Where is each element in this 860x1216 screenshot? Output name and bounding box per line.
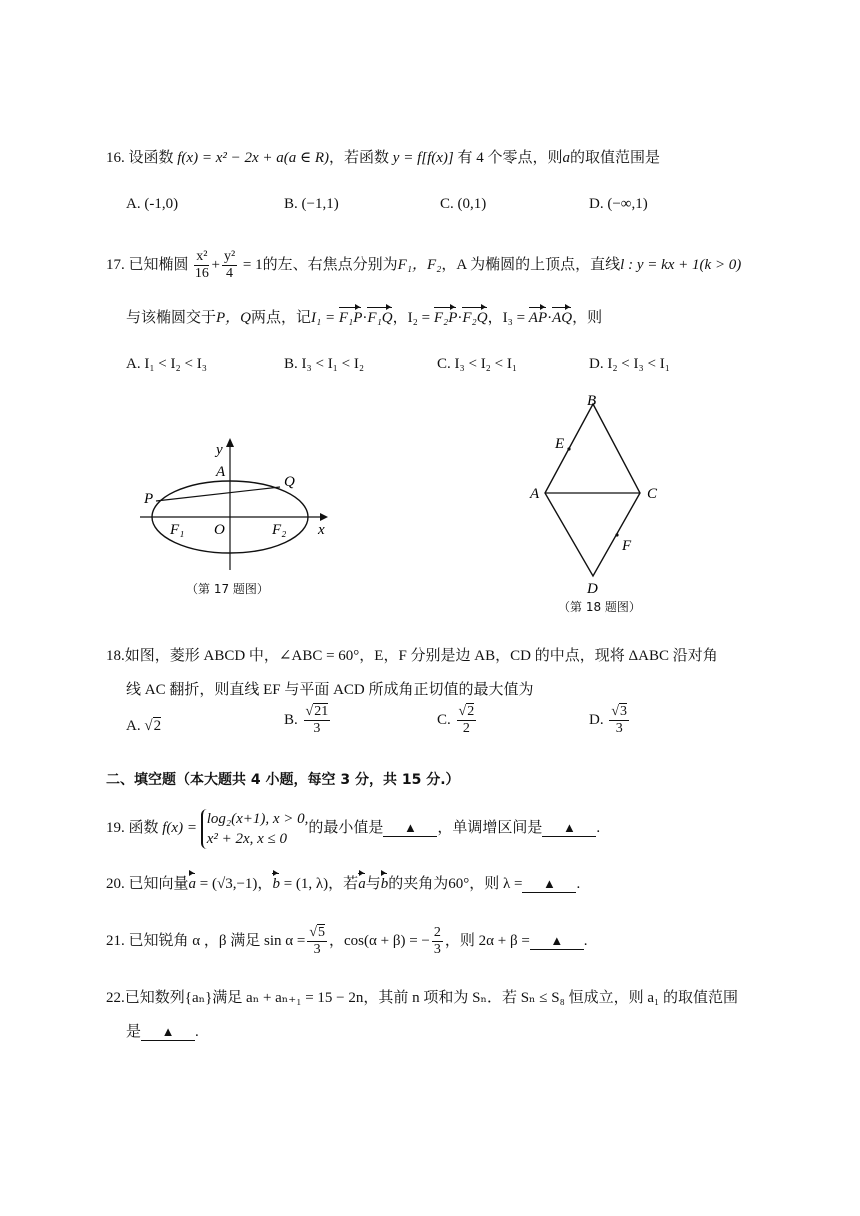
label-o: O: [214, 522, 225, 538]
fraction: $\frac{√21}{3}$: [305, 704, 329, 736]
q21-number: 21.: [106, 933, 125, 949]
q20-stem: 20. 已知向量a = (√3,−1)，b = (1, λ)，若a与b的夹角为60°，则 λ = ▲ .: [106, 876, 581, 892]
q18-option-b[interactable]: B. $\frac{√21}{3}$: [284, 704, 329, 736]
point-e: [567, 447, 570, 450]
q21-stem: 21. 已知锐角 α ，β 满足 sin α = $\frac{√5}{3}$ ，cos(α + β) = − $\frac{2}{3}$ ，则 2α + β = ▲ .: [106, 925, 588, 958]
q16-option-a[interactable]: A. (-1,0): [126, 196, 179, 212]
answer-blank[interactable]: ▲: [522, 876, 576, 893]
q22-stem-line1: 22.已知数列{aₙ}满足 aₙ + aₙ₊₁ = 15 − 2n，其前 n 项和为 Sₙ．若 Sₙ ≤ S₈ 恒成立，则 a₁ 的取值范围: [106, 990, 738, 1006]
fraction: $\frac{√3}{3}$: [611, 704, 628, 736]
q16-option-c[interactable]: C. (0,1): [440, 196, 487, 212]
label-f: F: [622, 538, 632, 554]
label-p: P: [144, 491, 154, 507]
label-a: A: [216, 464, 226, 480]
label-x: x: [318, 522, 325, 538]
label-c: C: [647, 486, 658, 502]
line-pq: [156, 487, 280, 501]
label-f2: F₂: [272, 522, 287, 538]
label-f1: F₁: [170, 522, 185, 538]
fraction: $\frac{\text{x²}}{16}$: [194, 249, 209, 282]
q18-stem-line2: 线 AC 翻折，则直线 EF 与平面 ACD 所成角正切值的最大值为: [126, 682, 534, 698]
q17-option-c[interactable]: C. I₃ < I₂ < I₁: [437, 356, 518, 372]
q22-stem-line2: 是 ▲ .: [126, 1024, 199, 1040]
q18-rhombus-figure: [520, 390, 680, 600]
fraction: $\frac{\text{y²}}{4}$: [223, 249, 236, 282]
q16-option-b[interactable]: B. (−1,1): [284, 196, 339, 212]
answer-blank[interactable]: ▲: [383, 820, 437, 837]
q19-number: 19.: [106, 820, 125, 836]
answer-blank[interactable]: ▲: [530, 933, 584, 950]
section-title: 二、填空题（本大题共 4 小题，每空 3 分，共 15 分.）: [106, 772, 460, 788]
label-e: E: [555, 436, 565, 452]
q18-option-a[interactable]: A. √2: [126, 718, 162, 734]
piecewise-cases: log₂(x+1), x > 0, x² + 2x, x ≤ 0: [201, 809, 309, 849]
label-d: D: [587, 581, 598, 597]
q17-option-d[interactable]: D. I₂ < I₃ < I₁: [589, 356, 670, 372]
q16-number: 16.: [106, 150, 125, 166]
q16-option-d[interactable]: D. (−∞,1): [589, 196, 648, 212]
q17-stem-line1: 17. 已知椭圆 $\frac{\text{x²}}{16}$ + $\frac{\text{y²}}{4}$ = 1的左、右焦点分别为F₁，F₂，A 为椭圆的上顶点，直线l : y = kx + 1(k > 0): [106, 249, 742, 282]
fraction: $\frac{√5}{3}$: [309, 925, 326, 958]
fraction: $\frac{√2}{2}$: [458, 704, 475, 736]
answer-blank[interactable]: ▲: [542, 820, 596, 837]
label-y: y: [216, 442, 223, 458]
label-b: B: [587, 393, 597, 409]
q16-stem: 16. 设函数 f(x) = x² − 2x + a(a ∈ R)，若函数 y = f[f(x)] 有 4 个零点，则a的取值范围是: [106, 150, 661, 166]
fraction: $\frac{2}{3}$: [433, 925, 441, 958]
y-axis-arrow: [226, 438, 234, 447]
q17-number: 17.: [106, 257, 125, 273]
q22-number: 22.: [106, 990, 125, 1006]
answer-blank[interactable]: ▲: [141, 1024, 195, 1041]
q20-number: 20.: [106, 876, 125, 892]
q17-ellipse-figure: [130, 430, 340, 580]
q17-stem-line2: 与该椭圆交于P，Q两点，记I₁ = F₁P·F₁Q，I₂ = F₂P·F₂Q，I₃ = AP·AQ，则: [126, 310, 603, 326]
q18-option-d[interactable]: D. $\frac{√3}{3}$: [589, 704, 628, 736]
q17-option-b[interactable]: B. I₃ < I₁ < I₂: [284, 356, 365, 372]
q18-option-c[interactable]: C. $\frac{√2}{2}$: [437, 704, 475, 736]
q19-stem: 19. 函数 f(x) = log₂(x+1), x > 0, x² + 2x, x ≤ 0 的最小值是 ▲ ，单调增区间是 ▲ .: [106, 810, 601, 847]
q18-stem-line1: 18.如图，菱形 ABCD 中，∠ABC = 60°，E，F 分别是边 AB，CD 的中点，现将 ΔABC 沿对角: [106, 648, 718, 664]
point-f: [615, 533, 618, 536]
label-a: A: [530, 486, 540, 502]
x-axis-arrow: [320, 513, 328, 521]
label-q: Q: [284, 474, 295, 490]
q18-figure-caption: （第 18 题图）: [558, 600, 641, 614]
q17-figure-caption: （第 17 题图）: [186, 582, 269, 596]
q18-number: 18.: [106, 648, 125, 664]
q17-option-a[interactable]: A. I₁ < I₂ < I₃: [126, 356, 207, 372]
